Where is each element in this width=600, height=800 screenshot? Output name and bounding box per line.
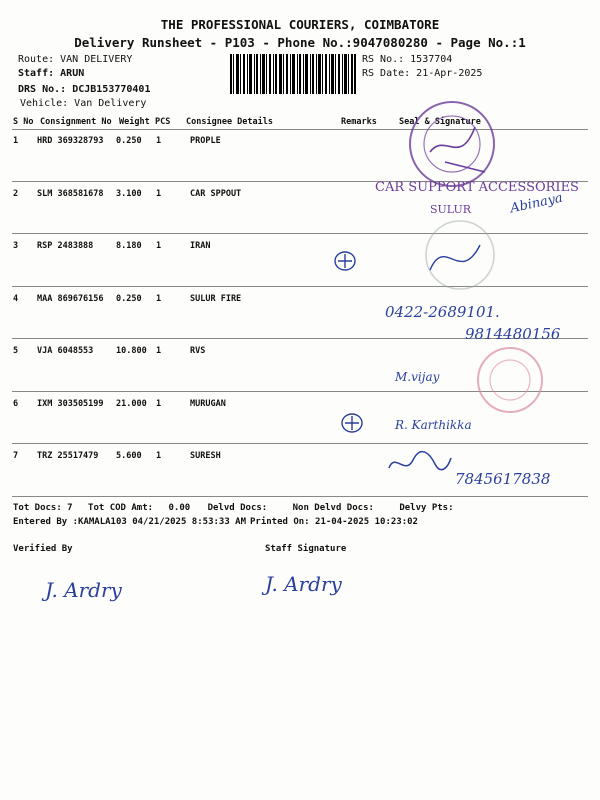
stamp-car-support: CAR SUPPORT ACCESSORIES	[375, 180, 579, 195]
col-sno: S No	[13, 117, 34, 127]
delvy-pts: Delvy Pts:	[399, 503, 454, 513]
cell-pcs: 1	[156, 188, 162, 199]
signature-scribble-row-7	[385, 450, 455, 476]
drs-field	[18, 84, 150, 95]
cell-sno: 1	[13, 136, 19, 146]
cell-weight: 0.250	[116, 293, 142, 304]
cell-consignment: VJA 6048553	[37, 346, 94, 356]
tot-cod-value: 0.00	[168, 503, 191, 513]
faded-stamp-row-3	[410, 215, 530, 295]
vehicle-label: Vehicle: Van Delivery	[20, 98, 147, 109]
phone-row-4-b: 9814480156	[465, 325, 561, 343]
cell-consignee: SURESH	[190, 451, 221, 461]
col-remarks: Remarks	[341, 117, 377, 127]
rs-date: RS Date: 21-Apr-2025	[362, 68, 483, 79]
cell-pcs: 1	[156, 346, 162, 356]
col-consignee: Consignee Details	[186, 117, 273, 127]
delvd-docs: Delvd Docs:	[207, 503, 268, 513]
cell-pcs: 1	[156, 136, 162, 146]
cell-weight: 10.800	[116, 346, 147, 356]
staff-signature-handwritten: J. Ardry	[265, 572, 342, 596]
cell-pcs: 1	[156, 398, 162, 409]
cell-sno: 6	[13, 398, 19, 409]
cell-consignee: MURUGAN	[190, 398, 226, 409]
stamp-sulur: SULUR	[430, 203, 472, 216]
cell-sno: 7	[13, 451, 19, 461]
cell-sno: 2	[13, 188, 19, 199]
col-weight: Weight	[119, 117, 150, 127]
cell-consignment: RSP 2483888	[37, 241, 94, 251]
cell-consignee: SULUR FIRE	[190, 293, 242, 304]
tot-docs: Tot Docs: 7	[13, 503, 73, 513]
col-consignment: Consignment No	[40, 117, 112, 127]
cell-consignment: TRZ 25517479	[37, 451, 99, 461]
cell-weight: 21.000	[116, 398, 147, 409]
cell-weight: 0.250	[116, 136, 142, 146]
cell-consignee: RVS	[190, 346, 206, 356]
runsheet-subtitle: Delivery Runsheet - P103 - Phone No.:9047080280 - Page No.:1	[74, 35, 526, 50]
drs-value: DCJB153770401	[72, 84, 151, 95]
col-seal-signature: Seal & Signature	[399, 117, 481, 127]
cell-consignment: SLM 368581678	[37, 188, 104, 199]
tot-cod-label: Tot COD Amt:	[88, 503, 154, 513]
cell-consignee: IRAN	[190, 241, 211, 251]
cell-weight: 8.180	[116, 241, 142, 251]
cell-sno: 3	[13, 241, 19, 251]
cell-pcs: 1	[156, 241, 162, 251]
rs-number: RS No.: 1537704	[362, 54, 453, 65]
verified-by-signature: J. Ardry	[45, 578, 122, 602]
company-seal-stamp	[390, 92, 520, 192]
pink-stamp-row-5	[460, 340, 560, 420]
drs-label: DRS No.:	[18, 84, 67, 95]
cell-consignment: MAA 869676156	[37, 293, 104, 304]
cell-consignee: PROPLE	[190, 136, 221, 146]
staff-label: Staff:	[18, 68, 55, 79]
col-pcs: PCS	[155, 117, 171, 127]
cell-consignment: IXM 303505199	[37, 398, 104, 409]
cell-pcs: 1	[156, 451, 162, 461]
cell-weight: 5.600	[116, 451, 142, 461]
phone-row-4-a: 0422-2689101.	[385, 303, 500, 321]
totals-line	[13, 503, 454, 513]
cell-sno: 4	[13, 293, 19, 304]
signature-row-5: M.vijay	[395, 370, 440, 384]
entered-by: Entered By :KAMALA103 04/21/2025 8:53:33 AM	[13, 517, 246, 527]
remark-mark-row-6	[337, 410, 367, 436]
phone-row-7: 7845617838	[455, 470, 551, 488]
remark-mark-row-3	[330, 248, 360, 274]
cell-consignment: HRD 369328793	[37, 136, 104, 146]
staff-signature-label: Staff Signature	[265, 544, 347, 554]
staff-field	[18, 68, 84, 79]
route-label: Route: VAN DELIVERY	[18, 54, 133, 65]
row-divider	[12, 443, 588, 444]
barcode	[230, 54, 356, 94]
company-title: THE PROFESSIONAL COURIERS, COIMBATORE	[160, 17, 440, 32]
staff-value: ARUN	[60, 68, 85, 79]
cell-pcs: 1	[156, 293, 162, 304]
signature-row-2: Abinaya	[509, 190, 565, 217]
cell-sno: 5	[13, 346, 19, 356]
signature-row-6: R. Karthikka	[395, 418, 472, 432]
cell-consignee: CAR SPPOUT	[190, 188, 242, 199]
printed-on: Printed On: 21-04-2025 10:23:02	[250, 517, 418, 527]
row-divider	[12, 496, 588, 497]
verified-by-label: Verified By	[13, 544, 73, 554]
non-delvd-docs: Non Delvd Docs:	[292, 503, 374, 513]
cell-weight: 3.100	[116, 188, 142, 199]
